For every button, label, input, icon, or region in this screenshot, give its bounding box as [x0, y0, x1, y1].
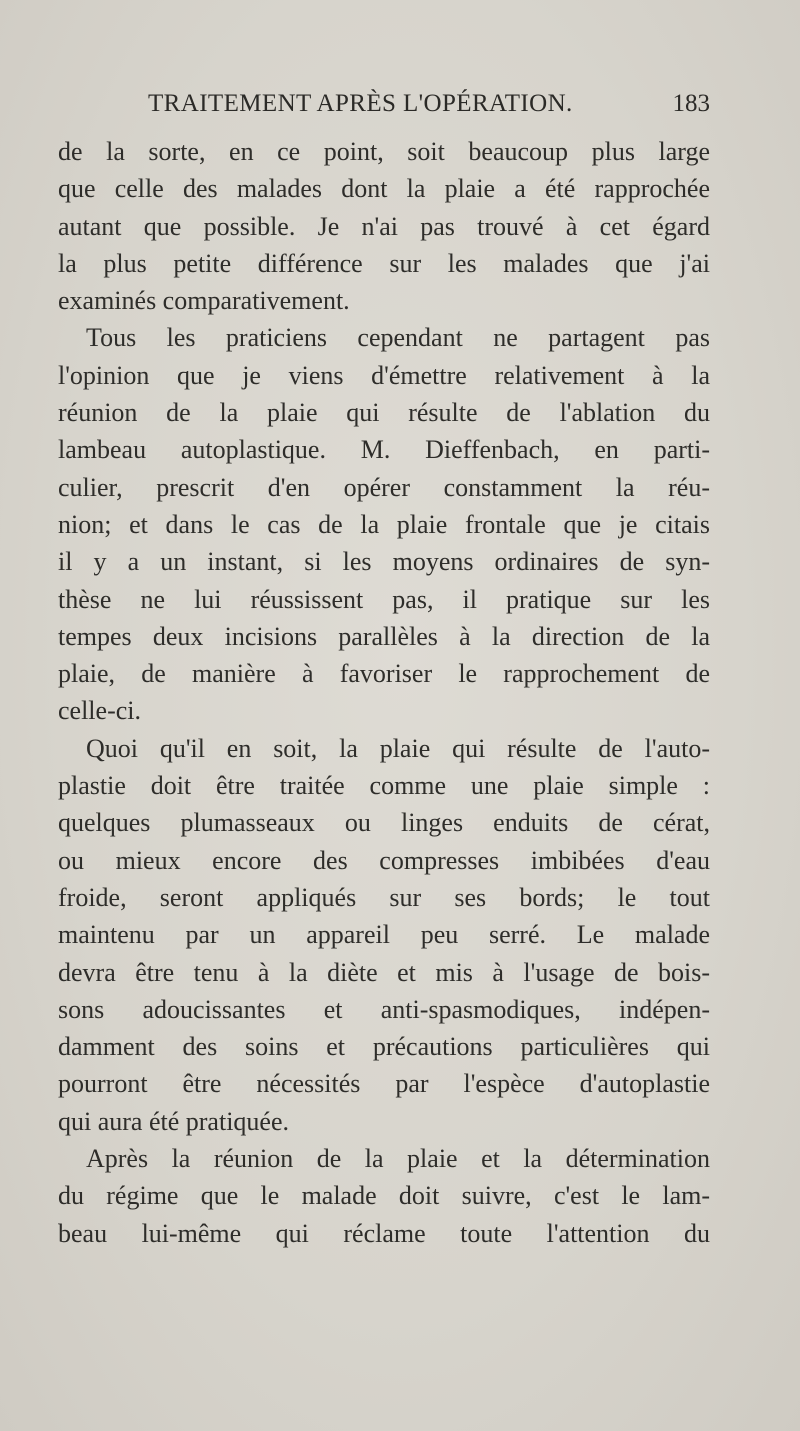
text-line: il y a un instant, si les moyens ordinaires de syn- [58, 547, 710, 577]
text-line: maintenu par un appareil peu serré. Le malade [58, 920, 710, 950]
page-header [58, 90, 710, 124]
text-line: ou mieux encore des compresses imbibées d'eau [58, 845, 710, 875]
text-line: l'opinion que je viens d'émettre relativement à la [58, 360, 710, 390]
text-line: autant que possible. Je n'ai pas trouvé à cet égard [58, 211, 710, 241]
text-line: qui aura été pratiquée. [58, 1106, 289, 1136]
text-line: beau lui-même qui réclame toute l'attention du [58, 1218, 710, 1248]
text-line: culier, prescrit d'en opérer constamment la réu- [58, 472, 710, 502]
text-line: damment des soins et précautions particulières qui [58, 1032, 710, 1062]
text-line: froide, seront appliqués sur ses bords; le tout [58, 882, 710, 912]
text-line: Quoi qu'il en soit, la plaie qui résulte de l'auto- [86, 733, 710, 763]
text-line: sons adoucissantes et anti-spasmodiques, indépen- [58, 994, 710, 1024]
text-line: examinés comparativement. [58, 286, 350, 316]
text-line: thèse ne lui réussissent pas, il pratique sur les [58, 584, 710, 614]
paragraph [58, 319, 710, 729]
paragraph [58, 133, 710, 319]
text-line: plaie, de manière à favoriser le rapprochement de [58, 659, 710, 689]
text-line: pourront être nécessités par l'espèce d'autoplastie [58, 1069, 710, 1099]
text-line: lambeau autoplastique. M. Dieffenbach, en parti- [58, 435, 710, 465]
text-line: nion; et dans le cas de la plaie frontale que je citais [58, 509, 710, 539]
paragraph [58, 730, 710, 1140]
text-line: réunion de la plaie qui résulte de l'ablation du [58, 398, 710, 428]
page-number: 183 [672, 90, 710, 117]
text-line: la plus petite différence sur les malades que j'ai [58, 248, 710, 278]
running-title: TRAITEMENT APRÈS L'OPÉRATION. [148, 90, 573, 117]
paragraph [58, 1140, 710, 1252]
text-line: du régime que le malade doit suivre, c'est le lam- [58, 1181, 710, 1211]
text-line: tempes deux incisions parallèles à la direction de la [58, 621, 710, 651]
text-line: quelques plumasseaux ou linges enduits de cérat, [58, 808, 710, 838]
text-line: devra être tenu à la diète et mis à l'usage de bois- [58, 957, 710, 987]
text-line: celle-ci. [58, 696, 141, 726]
text-line: Après la réunion de la plaie et la détermination [86, 1144, 710, 1174]
text-line: que celle des malades dont la plaie a été rapprochée [58, 174, 710, 204]
text-line: de la sorte, en ce point, soit beaucoup plus large [58, 137, 710, 166]
body-text [58, 133, 710, 1252]
text-line: Tous les praticiens cependant ne partagent pas [86, 323, 710, 353]
text-line: plastie doit être traitée comme une plaie simple : [58, 771, 710, 801]
